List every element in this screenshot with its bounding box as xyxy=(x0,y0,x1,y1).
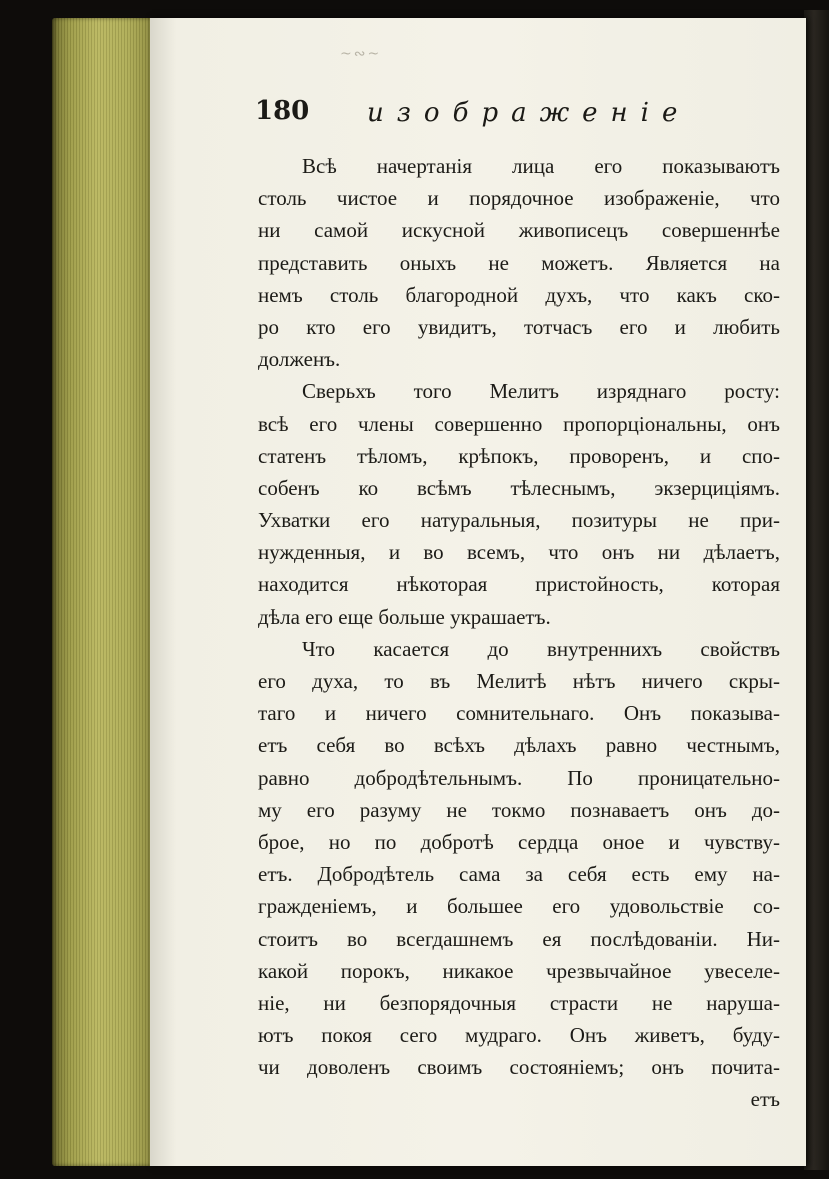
text-line: Всѣ начертанія лица его показываютъ xyxy=(302,154,780,178)
text-line: равно добродѣтельнымъ. По проницательно- xyxy=(258,765,780,790)
ornament-mark: ~∾~ xyxy=(340,46,382,62)
text-line: ро кто его увидитъ, тотчасъ его и любить xyxy=(258,314,780,339)
text-line: чи доволенъ своимъ состояніемъ; онъ почита- xyxy=(258,1055,780,1080)
text-line: етъ себя во всѣхъ дѣлахъ равно честнымъ, xyxy=(258,733,780,758)
text-line: Что касается до внутреннихъ свойствъ xyxy=(302,636,780,661)
text-line: статенъ тѣломъ, крѣпокъ, проворенъ, и спо- xyxy=(258,443,780,468)
text-line: ютъ покоя сего мудраго. Онъ живетъ, буду- xyxy=(258,1023,780,1048)
page-header xyxy=(255,96,785,136)
text-line: Сверьхъ того Мелитъ изряднаго росту: xyxy=(302,379,780,404)
text-line: нужденныя, и во всемъ, что онъ ни дѣлаетъ, xyxy=(258,540,780,565)
text-line: таго и ничего сомнительнаго. Онъ показыва- xyxy=(258,701,780,726)
gilded-page-edges xyxy=(52,18,152,1166)
text-line: столь чистое и порядочное изображеніе, что xyxy=(258,186,780,211)
text-line: стоитъ во всегдашнемъ ея послѣдованіи. Ни- xyxy=(258,926,780,951)
text-line: долженъ. xyxy=(258,347,341,372)
text-line: ніе, ни безпорядочныя страсти не наруша- xyxy=(258,990,780,1015)
text-line: какой порокъ, никакое чрезвычайное увеселе- xyxy=(258,958,780,983)
text-line: немъ столь благородной духъ, что какъ ско- xyxy=(258,282,780,307)
catchword: етъ xyxy=(750,1087,780,1112)
text-line: всѣ его члены совершенно пропорціональны, онъ xyxy=(258,411,780,436)
text-line: ни самой искусной живописецъ совершеннѣе xyxy=(258,218,780,243)
text-line: его духа, то въ Мелитѣ нѣтъ ничего скры- xyxy=(258,669,780,693)
body-text xyxy=(258,150,780,1116)
text-line: брое, но по добротѣ сердца оное и чувству- xyxy=(258,829,780,854)
text-line: собенъ ко всѣмъ тѣлеснымъ, экзерциціямъ. xyxy=(258,475,780,500)
running-head: изображеніе xyxy=(367,98,691,128)
text-line: дѣла его еще больше украшаетъ. xyxy=(258,604,551,629)
text-line: Ухватки его натуральныя, позитуры не при- xyxy=(258,508,780,533)
text-line: гражденіемъ, и большее его удовольствіе со- xyxy=(258,894,780,919)
text-line: представить оныхъ не можетъ. Является на xyxy=(258,250,780,275)
text-line: находится нѣкоторая пристойность, которая xyxy=(258,572,780,597)
page-number: 180 xyxy=(255,96,310,126)
text-line: етъ. Добродѣтель сама за себя есть ему на- xyxy=(258,862,780,887)
text-line: му его разуму не токмо познаваетъ онъ до- xyxy=(258,797,780,822)
book-cover-edge xyxy=(804,10,829,1170)
